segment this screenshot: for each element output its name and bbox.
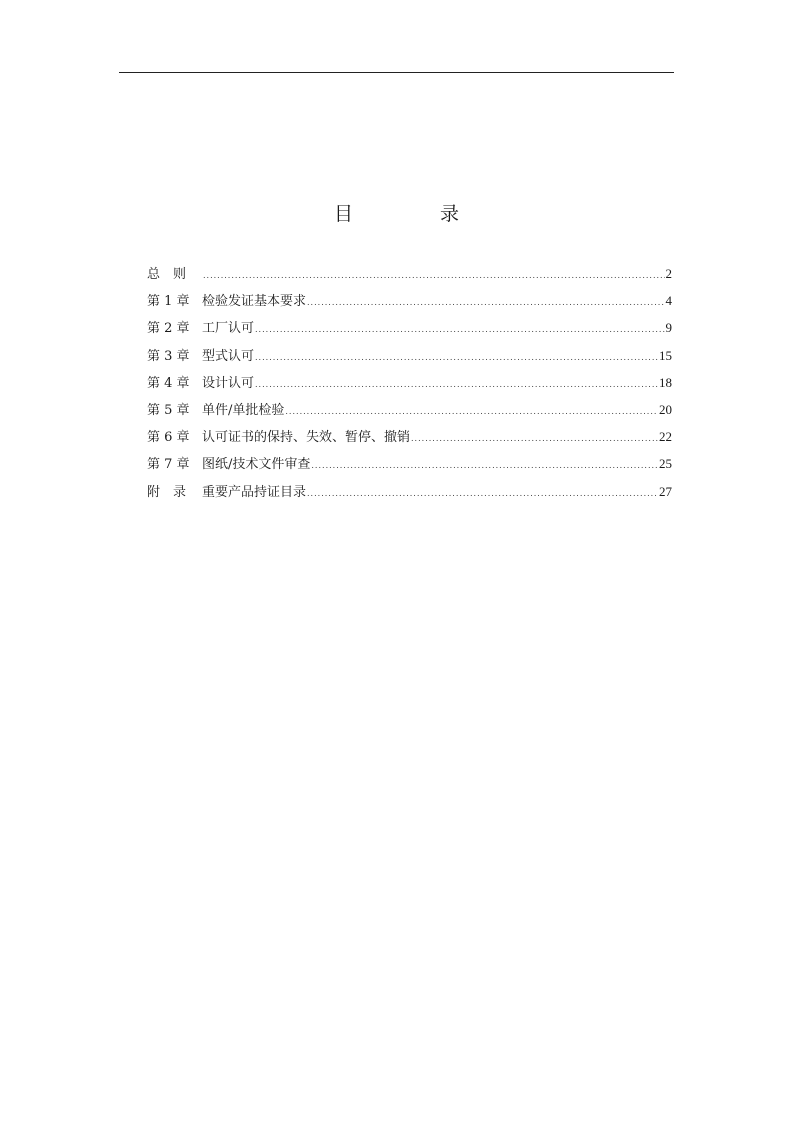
toc-page-number: 18 (659, 374, 672, 390)
toc-label: 第 5 章 (147, 402, 190, 418)
toc-label: 第 3 章 (147, 348, 190, 364)
dot-leader (255, 375, 658, 395)
table-of-contents (147, 264, 672, 509)
dot-leader (255, 348, 658, 368)
toc-page-number: 20 (659, 401, 672, 417)
toc-entry-chapter-4[interactable] (147, 373, 672, 400)
header-rule (119, 72, 674, 73)
toc-entry-chapter-7[interactable] (147, 454, 672, 481)
dot-leader (411, 429, 658, 449)
toc-text: 重要产品持证目录 (202, 484, 307, 500)
toc-text: 型式认可 (202, 348, 255, 364)
toc-entry-general[interactable] (147, 264, 672, 291)
toc-label: 第 6 章 (147, 430, 190, 446)
toc-entry-appendix[interactable] (147, 482, 672, 509)
toc-page-number: 25 (659, 456, 672, 472)
toc-entry-chapter-6[interactable] (147, 427, 672, 454)
toc-entry-chapter-1[interactable] (147, 291, 672, 318)
toc-entry-chapter-5[interactable] (147, 400, 672, 427)
toc-label: 第 2 章 (147, 321, 190, 337)
toc-label: 总 则 (147, 267, 187, 282)
toc-label: 第 1 章 (147, 294, 190, 310)
page-title: 目 录 (333, 203, 493, 225)
dot-leader (203, 266, 665, 286)
dot-leader (285, 402, 658, 422)
toc-text: 图纸/技术文件审查 (202, 457, 311, 473)
toc-label: 第 7 章 (147, 457, 190, 473)
toc-label: 第 4 章 (147, 375, 190, 391)
toc-entry-chapter-3[interactable] (147, 346, 672, 373)
dot-leader (307, 484, 658, 504)
dot-leader (255, 320, 664, 340)
toc-text: 设计认可 (202, 375, 255, 391)
toc-text: 单件/单批检验 (202, 402, 285, 418)
toc-page-number: 4 (665, 293, 672, 309)
toc-page-number: 2 (665, 266, 672, 281)
dot-leader (307, 293, 664, 313)
toc-page-number: 27 (659, 483, 672, 499)
toc-entry-chapter-2[interactable] (147, 318, 672, 345)
toc-page-number: 9 (665, 320, 672, 336)
toc-label: 附 录 (147, 484, 187, 500)
toc-text: 检验发证基本要求 (202, 294, 307, 310)
toc-text: 认可证书的保持、失效、暂停、撤销 (202, 430, 411, 446)
toc-text: 工厂认可 (202, 321, 255, 337)
toc-page-number: 22 (659, 429, 672, 445)
dot-leader (311, 456, 658, 476)
toc-page-number: 15 (659, 347, 672, 363)
